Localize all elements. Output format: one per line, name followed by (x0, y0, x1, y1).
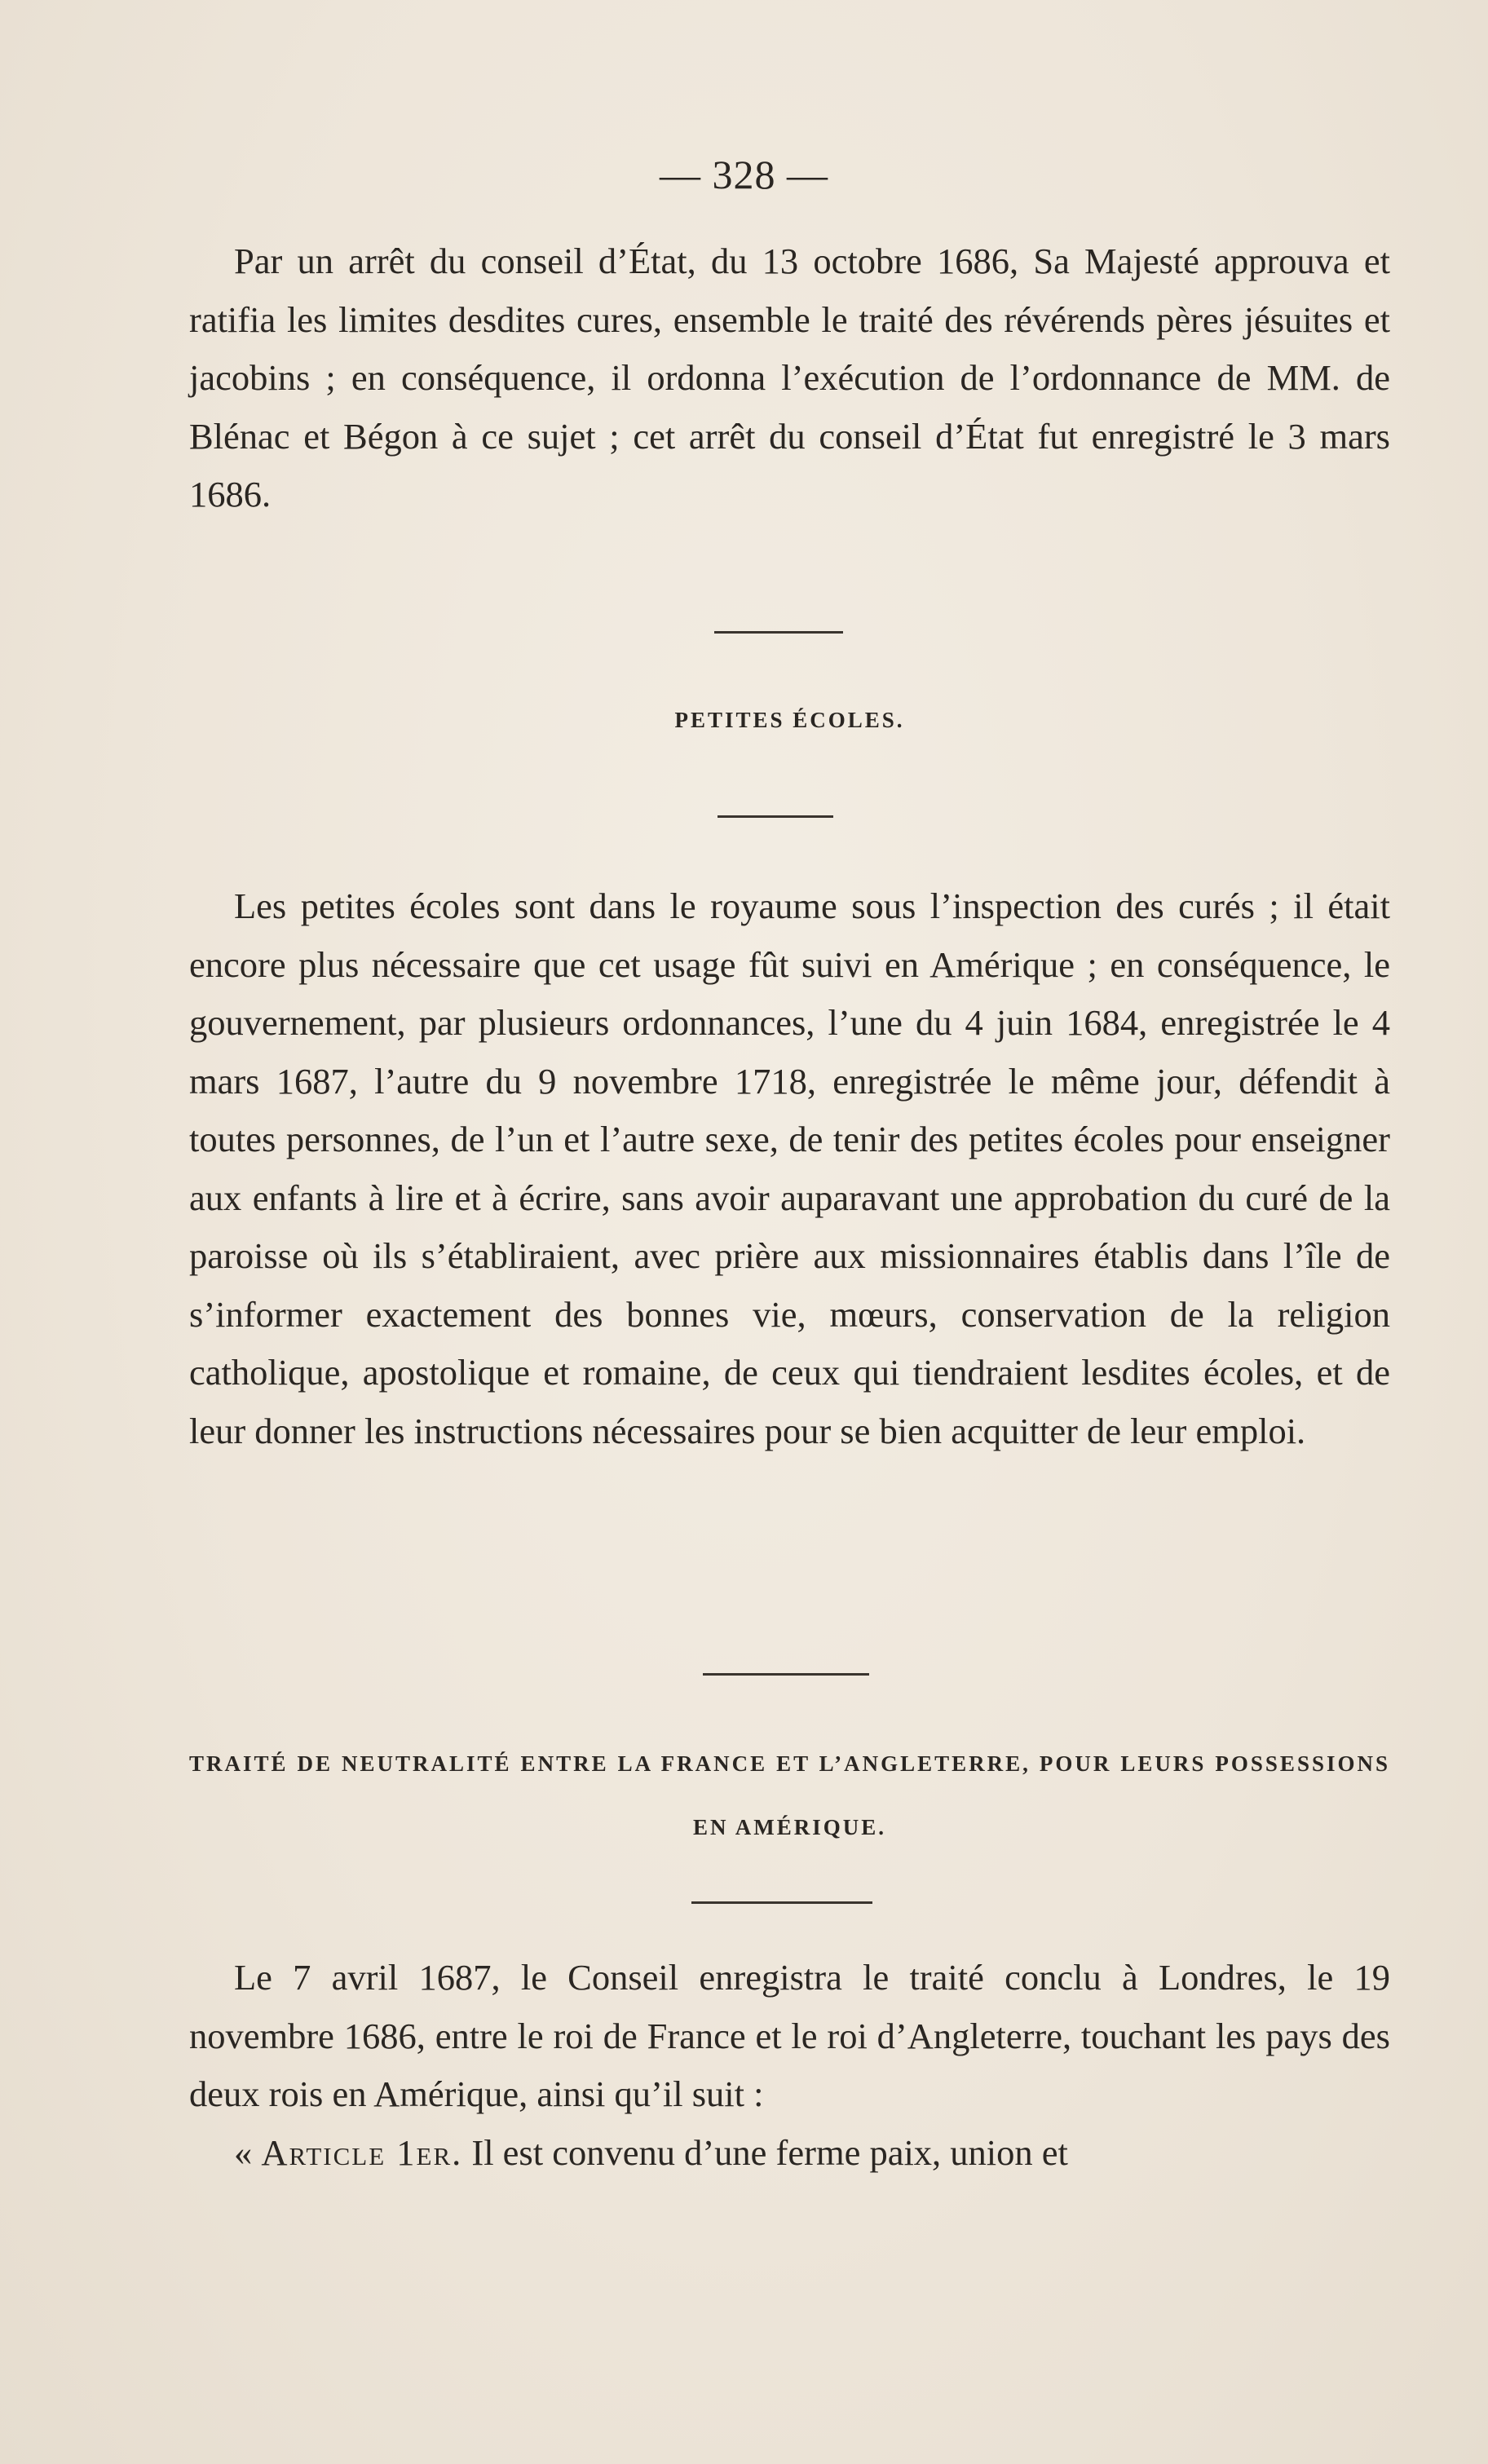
section-heading-petites-ecoles: PETITES ÉCOLES. (674, 708, 905, 732)
paragraph-text: Par un arrêt du conseil d’État, du 13 octobre 1686, Sa Majesté approuva et ratifia les limites desdites cures, ensemble le traité des révérends pères jésuites et jacobins ; en conséquence, il ordonna l’exécution de l’ordonnance de MM. de Blénac et Bégon à ce sujet ; cet arrêt du conseil d’État fut enregistré le 3 mars 1686. (189, 241, 1390, 514)
section-divider (714, 631, 843, 634)
section-divider (703, 1673, 869, 1676)
article-text: Il est convenu d’une ferme paix, union et (462, 2131, 1068, 2173)
paragraph-petites-ecoles (189, 877, 1390, 1460)
paragraph-text: Les petites écoles sont dans le royaume sous l’inspection des curés ; il était encore plus nécessaire que cet usage fût suivi en Amérique ; en conséquence, le gouvernement, par plusieurs ordonnances, l’une du 4 juin 1684, enregistrée le 4 mars 1687, l’autre du 9 novembre 1718, enregistrée le même jour, défendit à toutes personnes, de l’un et l’autre sexe, de tenir des petites écoles pour enseigner aux enfants à lire et à écrire, sans avoir auparavant une approbation du curé de la paroisse où ils s’établiraient, avec prière aux missionnaires établis dans l’île de s’informer exactement des bonnes vie, mœurs, conservation de la religion catholique, apostolique et romaine, de ceux qui tiendraient lesdites écoles, et de leur donner les instructions nécessaires pour se bien acquitter de leur emploi. (189, 885, 1390, 1451)
paragraph-arret-conseil (189, 232, 1390, 524)
paragraph-text: Le 7 avril 1687, le Conseil enregistra le traité conclu à Londres, le 19 novembre 1686, entre le roi de France et le roi d’Angleterre, touchant les pays des deux rois en Amérique, ainsi qu’il suit : (189, 1957, 1390, 2114)
paragraph-traite (189, 1949, 1390, 2182)
section-divider (691, 1901, 872, 1904)
section-heading-traite-neutralite: TRAITÉ DE NEUTRALITÉ ENTRE LA FRANCE ET L’ANGLETERRE, POUR LEURS POSSESSIONS EN AMÉRIQUE. (189, 1751, 1390, 1839)
paragraph-article-first (189, 2124, 1390, 2183)
page-number-header: — 328 — (660, 152, 828, 197)
open-quote: « (234, 2131, 262, 2173)
section-divider (718, 815, 833, 818)
article-label: Article 1er. (261, 2131, 463, 2173)
